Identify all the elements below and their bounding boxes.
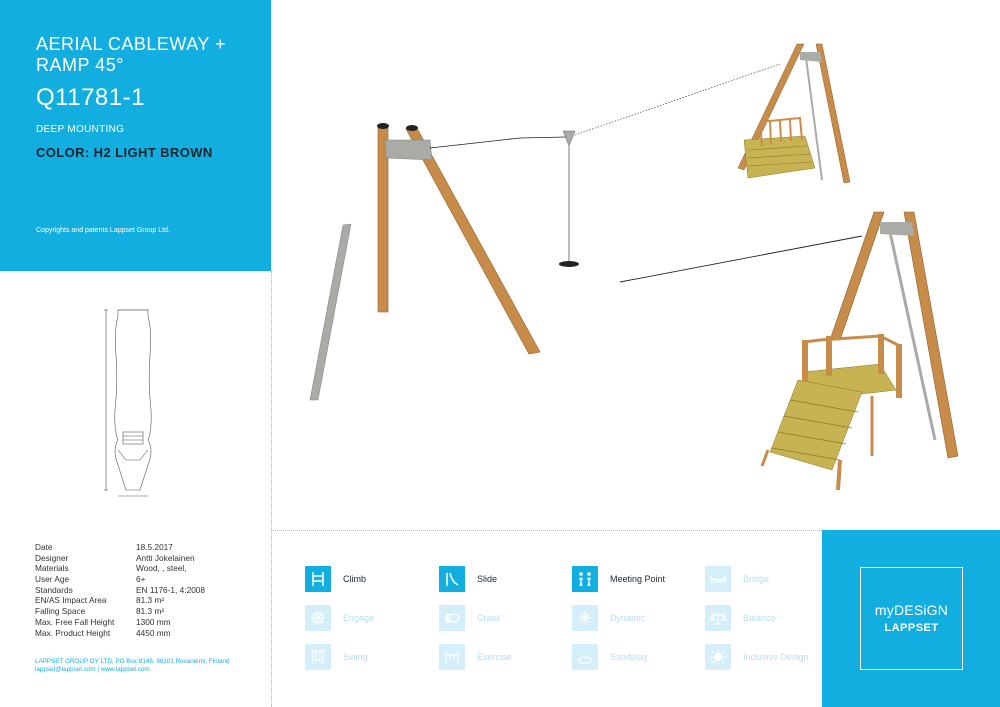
spec-row	[35, 574, 267, 585]
header-panel	[0, 0, 271, 271]
category-slide	[439, 566, 497, 592]
bridge-icon	[705, 566, 731, 592]
spec-value: 81.3 m²	[136, 595, 165, 606]
near-platform	[762, 212, 958, 490]
spec-row	[35, 585, 267, 596]
product-title-line2: RAMP 45°	[36, 55, 124, 75]
product-code: Q11781-1	[36, 84, 145, 111]
spec-label: User Age	[35, 574, 70, 585]
exercise-icon	[439, 644, 465, 670]
product-title	[36, 34, 226, 76]
category-climb	[305, 566, 366, 592]
spec-value: 1300 mm	[136, 616, 171, 627]
logo-lappset-text: LAPPSET	[884, 622, 939, 634]
product-title-line1: AERIAL CABLEWAY +	[36, 34, 227, 54]
dynamic-icon	[572, 605, 598, 631]
category-inclusive-design	[705, 644, 809, 670]
category-label: Dynamic	[610, 613, 646, 623]
company-address: LAPPSET GROUP OY LTD, PO Box 8146, 96101 Rovaniemi, Finland	[35, 658, 230, 665]
category-swing	[305, 644, 368, 670]
mounting-type: DEEP MOUNTING	[36, 124, 125, 135]
technical-drawing	[96, 300, 166, 500]
spec-value: 18.5.2017	[136, 542, 173, 552]
far-platform	[738, 44, 850, 183]
spec-row	[35, 542, 267, 553]
mydesign-lappset-logo	[860, 567, 963, 670]
spec-row	[35, 628, 267, 639]
sandplay-icon	[572, 644, 598, 670]
category-label: Slide	[477, 574, 498, 584]
spec-label: Max. Free Fall Height	[35, 616, 115, 627]
slide-icon	[439, 566, 465, 592]
spec-label: Falling Space	[35, 606, 86, 617]
copyright-text: Copyrights and patents Lappset Group Ltd.	[36, 227, 170, 234]
category-label: Balance	[743, 613, 776, 623]
category-sandplay	[572, 644, 648, 670]
spec-value: 81.3 m²	[136, 606, 165, 617]
swing-icon	[305, 644, 331, 670]
category-label: Climb	[343, 574, 367, 584]
spec-row	[35, 553, 267, 564]
spec-label: EN/AS Impact Area	[35, 595, 107, 606]
specs-table	[35, 542, 267, 638]
a-frame-front	[310, 123, 566, 400]
spec-value: 6+	[136, 574, 146, 585]
spec-value: 4450 mm	[136, 627, 171, 638]
spec-label: Materials	[35, 563, 69, 574]
category-label: Engage	[343, 613, 375, 623]
product-color: COLOR: H2 LIGHT BROWN	[36, 145, 213, 160]
inclusive-design-icon	[705, 644, 731, 670]
category-engage	[305, 605, 374, 631]
category-label: Sandplay	[610, 652, 648, 662]
category-balance	[705, 605, 776, 631]
logo-mydesign-text: myDESiGN	[874, 602, 949, 618]
spec-label: Date	[35, 542, 53, 552]
category-exercise	[439, 644, 512, 670]
cable-line-lower	[620, 236, 862, 282]
logo-panel	[822, 530, 1000, 707]
company-info	[35, 658, 229, 674]
spec-row	[35, 606, 267, 617]
engage-icon	[305, 605, 331, 631]
category-label: Meeting Point	[610, 574, 666, 584]
category-crawl	[439, 605, 500, 631]
spec-value: Wood, , steel,	[136, 563, 187, 574]
category-label: Swing	[343, 652, 368, 662]
cable-line	[572, 64, 780, 136]
company-contact: lappset@lappset.com | www.lappset.com	[35, 666, 150, 673]
vertical-divider	[271, 271, 272, 707]
category-dynamic	[572, 605, 645, 631]
category-bridge	[705, 566, 769, 592]
spec-row	[35, 595, 267, 606]
spec-label: Standards	[35, 584, 73, 595]
trolley-seat	[559, 131, 579, 267]
spec-value: EN 1176-1, 4:2008	[136, 584, 206, 595]
category-label: Exercise	[477, 652, 512, 662]
category-label: Inclusive Design	[743, 652, 809, 662]
spec-row	[35, 617, 267, 628]
spec-value: Antti Jokelainen	[136, 552, 195, 563]
product-illustration	[300, 30, 980, 510]
spec-row	[35, 563, 267, 574]
spec-label: Max. Product Height	[35, 627, 111, 638]
balance-icon	[705, 605, 731, 631]
category-label: Crawl	[477, 613, 501, 623]
meeting-point-icon	[572, 566, 598, 592]
climb-icon	[305, 566, 331, 592]
category-label: Bridge	[743, 574, 770, 584]
spec-label: Designer	[35, 552, 69, 563]
play-categories	[305, 566, 815, 676]
crawl-icon	[439, 605, 465, 631]
category-meeting-point	[572, 566, 665, 592]
